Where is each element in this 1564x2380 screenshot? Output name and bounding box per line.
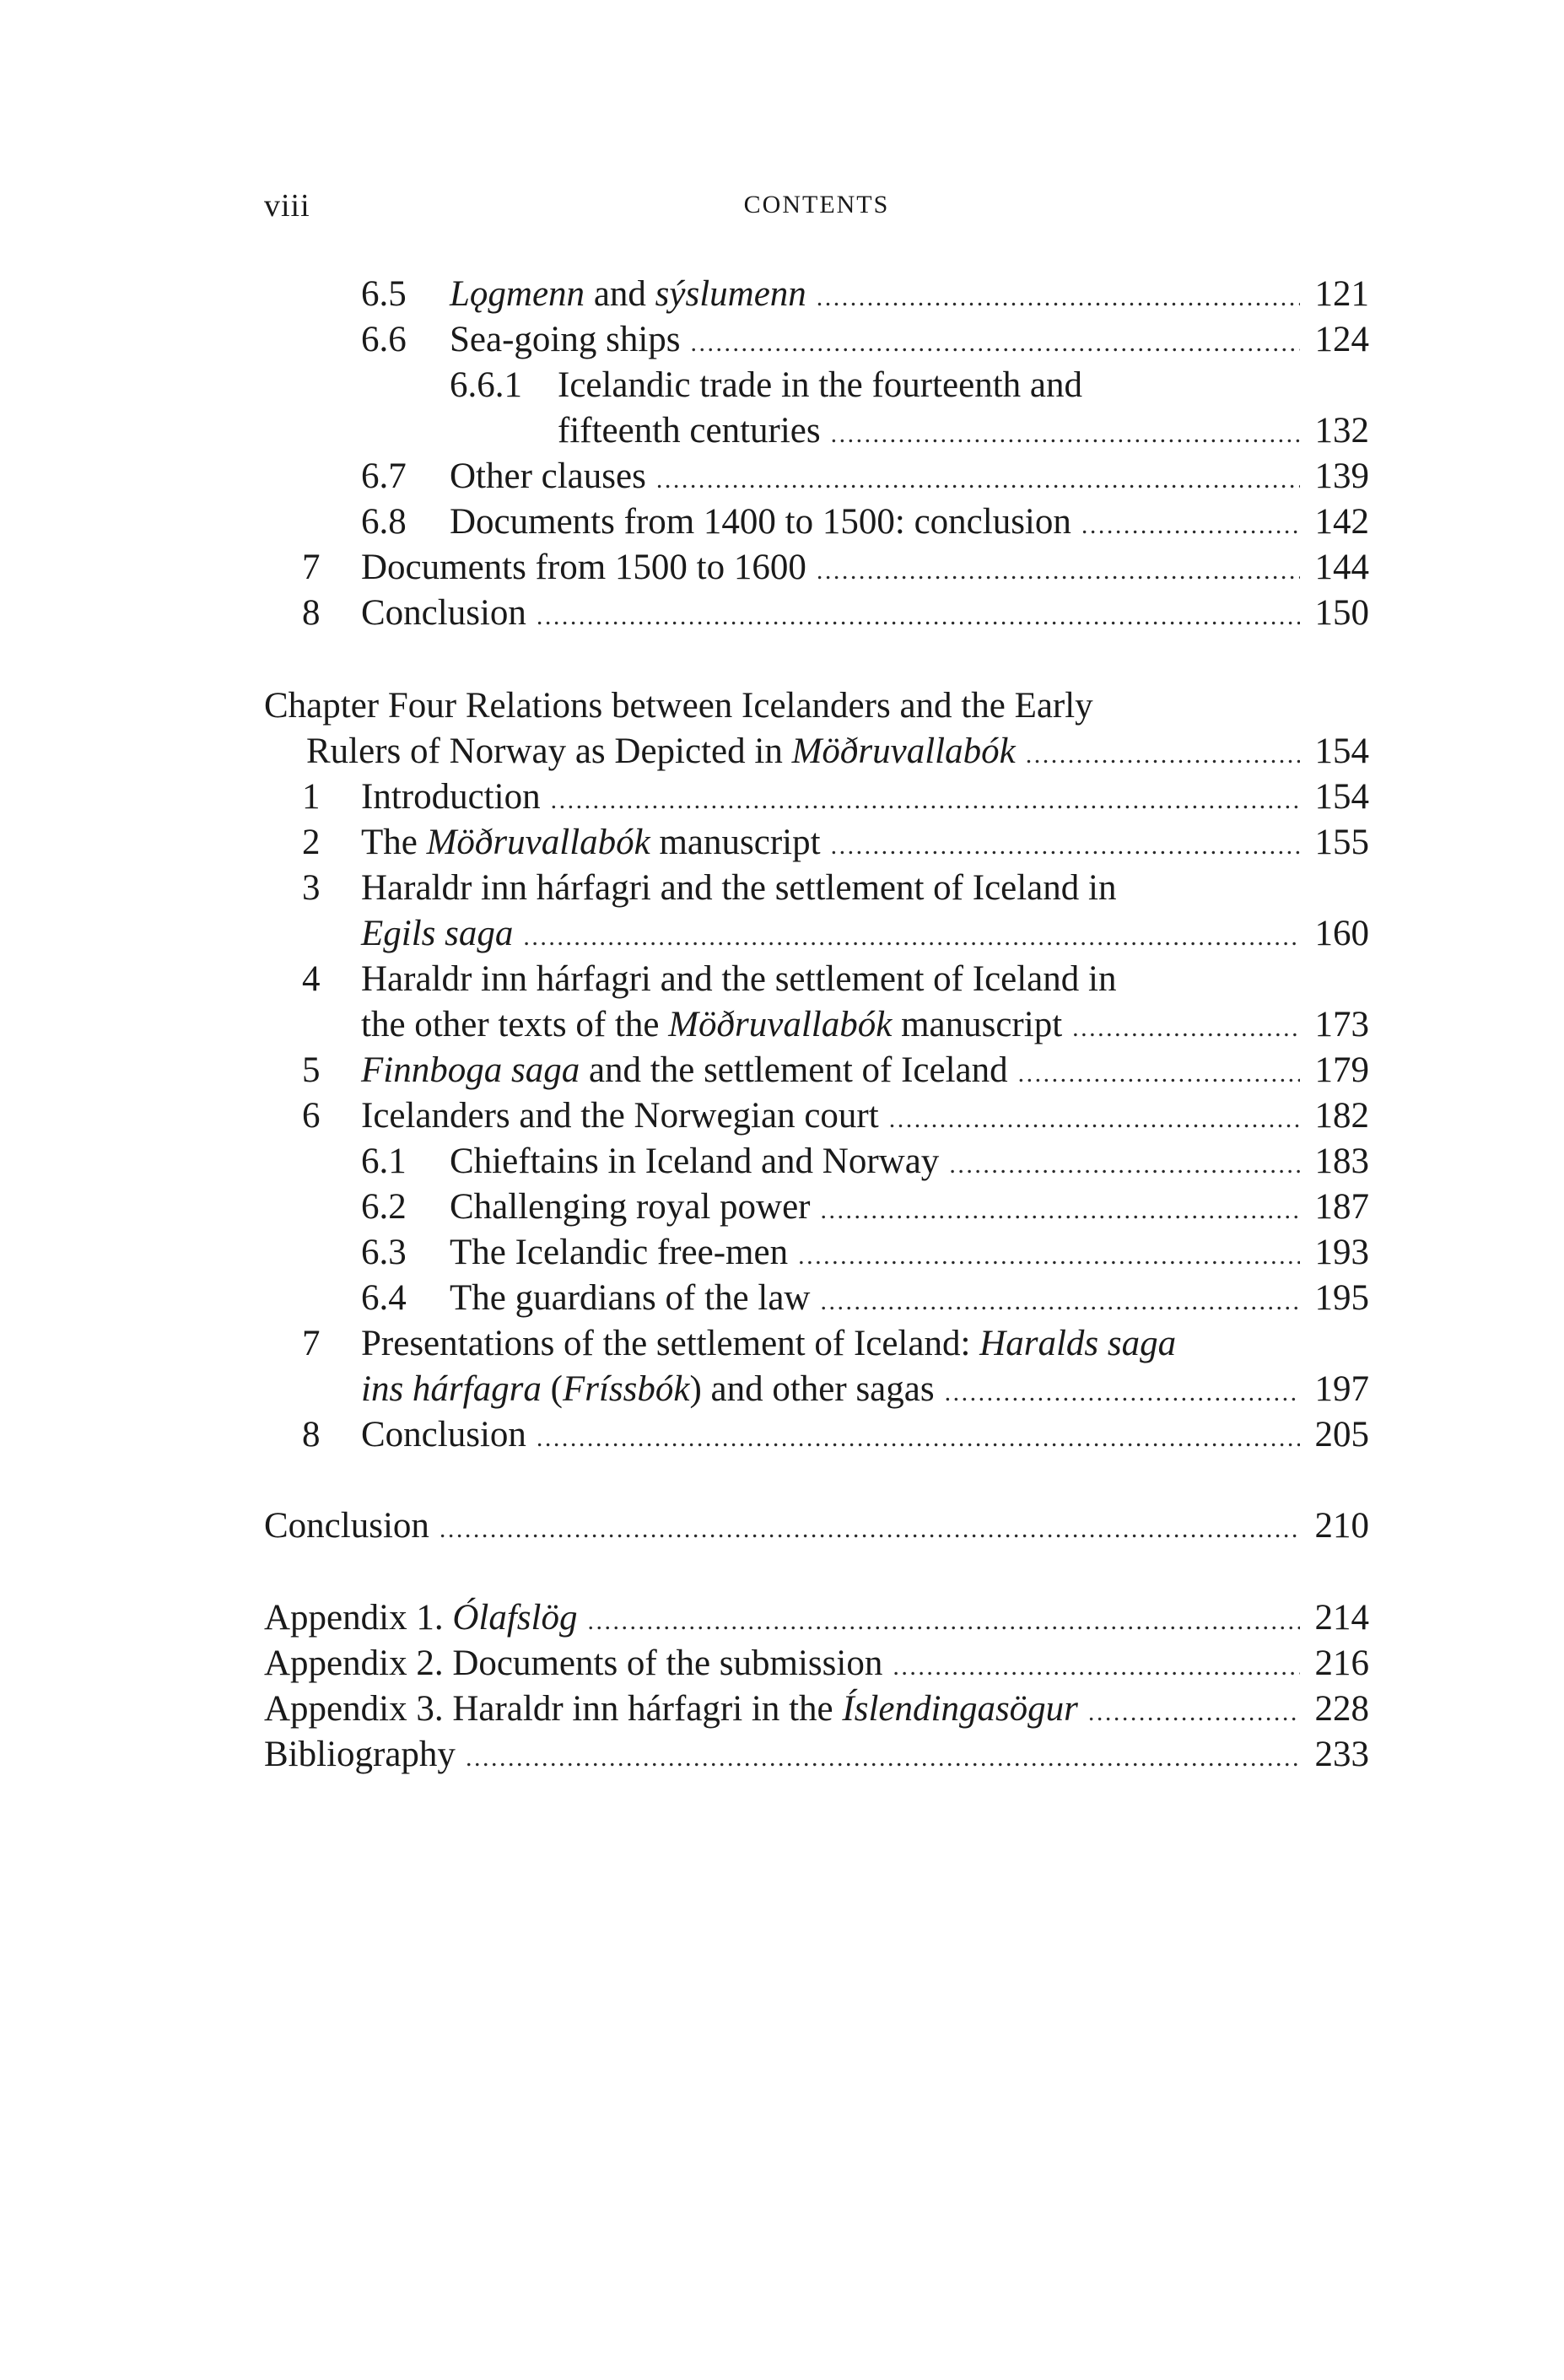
toc-entry-title: [361, 820, 821, 866]
toc-leader-dots: [691, 317, 1300, 363]
toc-entry-number: 1: [302, 777, 321, 817]
toc-entry-title: [361, 1412, 526, 1458]
toc-leader-dots: [817, 272, 1300, 317]
toc-entry-title: [264, 1641, 882, 1687]
toc-title-text: Icelandic trade in the fourteenth and: [558, 365, 1083, 405]
toc-title-text: Sea-going ships: [450, 320, 681, 359]
toc-page-number: 195: [1314, 1278, 1369, 1318]
toc-entry[interactable]: [264, 363, 1369, 408]
toc-leader-dots: [587, 1595, 1300, 1641]
toc-title-text: Bibliography: [264, 1735, 456, 1774]
toc-entry-title: [558, 408, 821, 454]
toc-title-italic: Haralds saga: [979, 1324, 1177, 1363]
toc-entry[interactable]: [264, 1732, 1369, 1778]
toc-entry-number: 6.1: [361, 1141, 407, 1181]
toc-page-number: 182: [1314, 1096, 1369, 1136]
toc-leader-dots: [831, 820, 1300, 866]
toc-entry-title: [450, 1230, 788, 1276]
toc-page-number: 139: [1314, 456, 1369, 496]
toc-page-number: 179: [1314, 1050, 1369, 1090]
toc-entry[interactable]: [264, 545, 1369, 591]
toc-entry[interactable]: [264, 454, 1369, 499]
toc-leader-dots: [537, 1412, 1300, 1458]
toc-entry-title: [450, 499, 1071, 545]
toc-entry-title: [361, 1002, 1062, 1048]
toc-entry-title: [450, 1139, 939, 1185]
toc-entry-number: 8: [302, 593, 321, 633]
toc-entry-title: [450, 317, 681, 363]
toc-title-italic: Egils saga: [361, 914, 514, 953]
toc-entry-number: 8: [302, 1415, 321, 1454]
toc-page-number: 216: [1314, 1643, 1369, 1683]
toc-entry-title: [361, 1093, 879, 1139]
toc-entry-title: [361, 911, 513, 957]
toc-title-italic: Möðruvallabók: [426, 823, 650, 862]
toc-title-italic: Finnboga saga: [361, 1050, 580, 1090]
toc-page-number: 154: [1314, 731, 1369, 771]
toc-entry-title: [264, 1687, 1078, 1732]
toc-entry[interactable]: [264, 774, 1369, 820]
toc-leader-dots: [1026, 729, 1300, 774]
toc-entry-number: 7: [302, 548, 321, 587]
toc-entry-title: [306, 729, 1016, 774]
toc-entry-title: [361, 957, 1116, 1002]
toc-entry-title: [361, 591, 526, 636]
toc-leader-dots: [537, 591, 1300, 636]
toc-entry-title: [450, 1185, 811, 1230]
toc-entry-number: 2: [302, 823, 321, 862]
toc-title-italic: Ólafslög: [452, 1598, 578, 1638]
toc-entry[interactable]: [264, 1503, 1369, 1549]
toc-title-italic: ins hárfagra: [361, 1369, 542, 1409]
toc-entry-number: 6.5: [361, 274, 407, 314]
toc-entry-number: 3: [302, 868, 321, 908]
toc-leader-dots: [551, 774, 1300, 820]
toc-leader-dots: [817, 545, 1300, 591]
toc-entry-number: 4: [302, 959, 321, 999]
toc-entry-title: [361, 866, 1116, 911]
toc-entry[interactable]: [264, 957, 1369, 1002]
toc-title-text: Introduction: [361, 777, 541, 817]
page-number: viii: [264, 188, 310, 224]
toc-entry[interactable]: [264, 1230, 1369, 1276]
toc-title-italic: Möðruvallabók: [791, 731, 1016, 771]
toc-title-text: Documents from 1500 to 1600: [361, 548, 806, 587]
toc-title-text: Haraldr inn hárfagri and the settlement of Iceland in: [361, 868, 1117, 908]
toc-leader-dots: [798, 1230, 1300, 1276]
toc-entry[interactable]: [264, 317, 1369, 363]
toc-title-text: Conclusion: [361, 593, 526, 633]
toc-page-number: 210: [1314, 1506, 1369, 1546]
toc-page-number: 214: [1314, 1598, 1369, 1638]
toc-page-number: 144: [1314, 548, 1369, 587]
toc-page-number: 154: [1314, 777, 1369, 817]
toc-page-number: 233: [1314, 1735, 1369, 1774]
toc-page-number: 183: [1314, 1141, 1369, 1181]
toc-entry-title: [361, 1367, 935, 1412]
toc-entry[interactable]: [264, 1687, 1369, 1732]
toc-entry[interactable]: [264, 1321, 1369, 1367]
toc-entry-title: [264, 1732, 456, 1778]
toc-leader-dots: [523, 911, 1300, 957]
toc-title-text: Icelanders and the Norwegian court: [361, 1096, 879, 1136]
toc-entry-title: [264, 1595, 577, 1641]
toc-entry-number: 6.7: [361, 456, 407, 496]
toc-leader-dots: [949, 1139, 1300, 1185]
toc-leader-dots: [466, 1732, 1300, 1778]
toc-title-text: and the settlement of Iceland: [580, 1050, 1008, 1090]
toc-leader-dots: [820, 1276, 1300, 1321]
toc-title-text: Presentations of the settlement of Iceland:: [361, 1324, 980, 1363]
toc-entry[interactable]: [264, 499, 1369, 545]
toc-entry[interactable]: [264, 1412, 1369, 1458]
toc-entry[interactable]: [264, 408, 1369, 454]
toc-page-number: 132: [1314, 411, 1369, 451]
toc-entry[interactable]: [264, 820, 1369, 866]
toc-title-text: Other clauses: [450, 456, 646, 496]
toc-leader-dots: [831, 408, 1300, 454]
toc-page-number: 173: [1314, 1005, 1369, 1044]
toc-page-number: 228: [1314, 1689, 1369, 1729]
toc-entry-number: 6.3: [361, 1233, 407, 1272]
toc-entry-title: [361, 545, 806, 591]
toc-entry-number: 6: [302, 1096, 321, 1136]
toc-leader-dots: [821, 1185, 1300, 1230]
toc-title-text: manuscript: [892, 1005, 1063, 1044]
toc-entry-number: 6.2: [361, 1187, 407, 1227]
toc-entry-title: [264, 683, 1093, 729]
toc-title-text: Chapter Four Relations between Icelanders and the Early: [264, 686, 1093, 726]
toc-entry-title: [264, 1503, 429, 1549]
toc-entry-number: 7: [302, 1324, 321, 1363]
toc-leader-dots: [1081, 499, 1300, 545]
toc-title-text: Documents from 1400 to 1500: conclusion: [450, 502, 1071, 542]
toc-entry[interactable]: [264, 1093, 1369, 1139]
toc-leader-dots: [945, 1367, 1300, 1412]
toc-title-text: Conclusion: [361, 1415, 526, 1454]
toc-entry-number: 6.8: [361, 502, 407, 542]
toc-entry[interactable]: [264, 272, 1369, 317]
toc-entry-number: 5: [302, 1050, 321, 1090]
toc-title-text: ) and other sagas: [689, 1369, 935, 1409]
toc-page-number: 193: [1314, 1233, 1369, 1272]
toc-page-number: 150: [1314, 593, 1369, 633]
toc-title-italic: Íslendingasögur: [842, 1689, 1078, 1729]
toc-entry[interactable]: [264, 911, 1369, 957]
toc-page-number: 121: [1314, 274, 1369, 314]
toc-entry-title: [361, 774, 541, 820]
toc-title-text: Chieftains in Iceland and Norway: [450, 1141, 940, 1181]
toc-title-italic: Lǫgmenn: [450, 274, 585, 314]
toc-entry[interactable]: [264, 866, 1369, 911]
toc-title-text: and: [585, 274, 655, 314]
toc-page-number: 187: [1314, 1187, 1369, 1227]
toc-title-italic: sýslumenn: [655, 274, 806, 314]
toc-entry[interactable]: [264, 729, 1369, 774]
toc-leader-dots: [656, 454, 1300, 499]
toc-entry[interactable]: [264, 1641, 1369, 1687]
toc-entry[interactable]: [264, 1048, 1369, 1093]
toc-entry[interactable]: [264, 683, 1369, 729]
toc-entry[interactable]: [264, 1367, 1369, 1412]
toc-title-text: Conclusion: [264, 1506, 429, 1546]
running-head-title: CONTENTS: [743, 191, 890, 219]
toc-title-italic: Fríssbók: [562, 1369, 690, 1409]
toc-title-text: manuscript: [650, 823, 821, 862]
toc-entry-title: [450, 1276, 810, 1321]
toc-entry[interactable]: [264, 1276, 1369, 1321]
toc-entry-number: 6.4: [361, 1278, 407, 1318]
table-of-contents: [264, 0, 1369, 2380]
toc-entry-title: [361, 1048, 1008, 1093]
toc-entry-title: [361, 1321, 1176, 1367]
toc-title-text: fifteenth centuries: [558, 411, 821, 451]
toc-leader-dots: [1072, 1002, 1300, 1048]
toc-entry[interactable]: [264, 1139, 1369, 1185]
toc-leader-dots: [893, 1641, 1300, 1687]
toc-leader-dots: [440, 1503, 1300, 1549]
toc-title-text: Rulers of Norway as Depicted in: [306, 731, 792, 771]
toc-entry-title: [450, 272, 806, 317]
toc-title-text: The guardians of the law: [450, 1278, 811, 1318]
toc-page-number: 205: [1314, 1415, 1369, 1454]
toc-title-text: (: [541, 1369, 563, 1409]
toc-page-number: 155: [1314, 823, 1369, 862]
toc-entry[interactable]: [264, 1002, 1369, 1048]
toc-entry-title: [450, 454, 646, 499]
toc-leader-dots: [889, 1093, 1300, 1139]
toc-entry-number: 6.6: [361, 320, 407, 359]
toc-entry-title: [558, 363, 1082, 408]
toc-entry-number: 6.6.1: [450, 365, 522, 405]
toc-leader-dots: [1088, 1687, 1300, 1732]
toc-title-text: the other texts of the: [361, 1005, 669, 1044]
toc-title-text: Appendix 3. Haraldr inn hárfagri in the: [264, 1689, 843, 1729]
toc-page-number: 197: [1314, 1369, 1369, 1409]
toc-title-text: Appendix 1.: [264, 1598, 453, 1638]
toc-entry[interactable]: [264, 591, 1369, 636]
toc-page-number: 124: [1314, 320, 1369, 359]
toc-title-italic: Möðruvallabók: [668, 1005, 893, 1044]
toc-title-text: The Icelandic free-men: [450, 1233, 789, 1272]
toc-page-number: 142: [1314, 502, 1369, 542]
toc-title-text: Haraldr inn hárfagri and the settlement of Iceland in: [361, 959, 1117, 999]
toc-leader-dots: [1018, 1048, 1300, 1093]
toc-entry[interactable]: [264, 1185, 1369, 1230]
toc-title-text: Challenging royal power: [450, 1187, 811, 1227]
toc-page-number: 160: [1314, 914, 1369, 953]
toc-entry[interactable]: [264, 1595, 1369, 1641]
toc-title-text: The: [361, 823, 427, 862]
toc-title-text: Appendix 2. Documents of the submission: [264, 1643, 883, 1683]
